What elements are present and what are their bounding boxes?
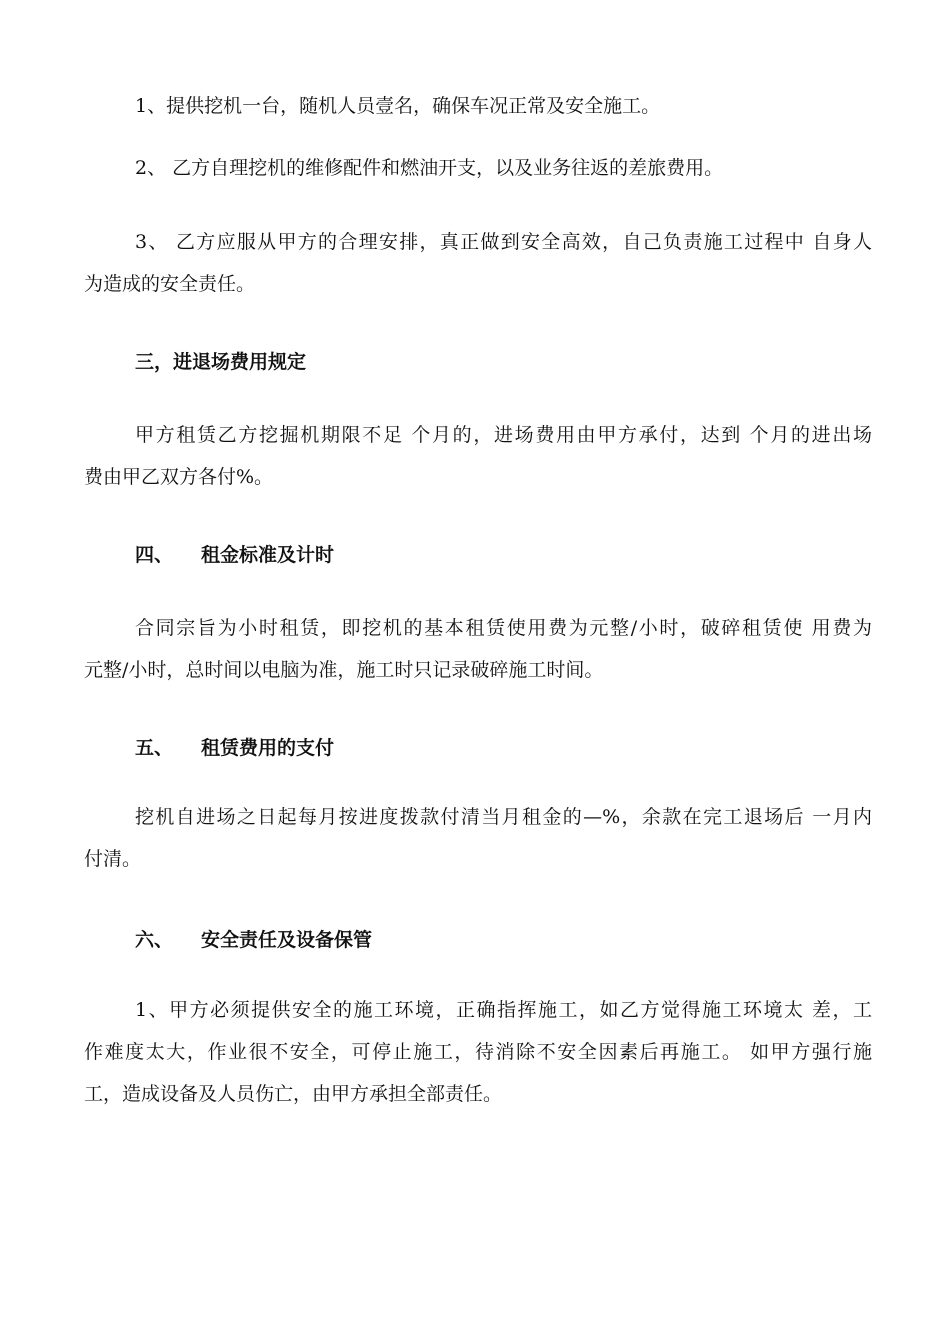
- section-6-number: 六、: [135, 929, 174, 951]
- section-4-paragraph: [84, 607, 872, 691]
- section-5-number: 五、: [135, 737, 174, 759]
- section-5-title: 租赁费用的支付: [201, 737, 335, 759]
- clause-3: [84, 221, 872, 305]
- section-4-line-1: 合同宗旨为小时租赁，即挖机的基本租赁使用费为元整/小时，破碎租赁使 用费为: [135, 617, 872, 639]
- section-5-heading: [135, 727, 334, 769]
- section-6-heading: [135, 919, 372, 961]
- section-3-line-2: 费由甲乙双方各付%。: [84, 466, 274, 488]
- clause-1: [84, 85, 872, 127]
- section-6-line-3: 工，造成设备及人员伤亡，由甲方承担全部责任。: [84, 1083, 503, 1105]
- section-5-paragraph: [84, 796, 872, 880]
- section-4-title: 租金标准及计时: [201, 544, 335, 566]
- clause-3-line-2: 为造成的安全责任。: [84, 273, 256, 295]
- section-3-line-1: 甲方租赁乙方挖掘机期限不足 个月的，进场费用由甲方承付，达到 个月的进出场: [135, 424, 872, 446]
- section-4-line-2: 元整/小时，总时间以电脑为准，施工时只记录破碎施工时间。: [84, 659, 604, 681]
- section-3-heading: [135, 341, 306, 383]
- section-3-heading-text: 三，进退场费用规定: [135, 351, 307, 373]
- clause-1-line-1: 1、提供挖机一台，随机人员壹名，确保车况正常及安全施工。: [135, 95, 661, 117]
- section-5-line-2: 付清。: [84, 848, 142, 870]
- section-4-heading: [135, 534, 334, 576]
- section-6-line-2: 作难度太大，作业很不安全，可停止施工，待消除不安全因素后再施工。 如甲方强行施: [84, 1041, 872, 1063]
- clause-2: [84, 147, 872, 189]
- clause-2-line-1: 2、 乙方自理挖机的维修配件和燃油开支，以及业务往返的差旅费用。: [135, 157, 724, 179]
- section-5-line-1: 挖机自进场之日起每月按进度拨款付清当月租金的—%，余款在完工退场后 一月内: [135, 806, 872, 828]
- section-4-number: 四、: [135, 544, 174, 566]
- section-3-paragraph: [84, 414, 872, 498]
- section-6-paragraph: [84, 989, 872, 1115]
- section-6-line-1: 1、甲方必须提供安全的施工环境，正确指挥施工，如乙方觉得施工环境太 差，工: [135, 999, 872, 1021]
- section-6-title: 安全责任及设备保管: [201, 929, 373, 951]
- clause-3-line-1: 3、 乙方应服从甲方的合理安排，真正做到安全高效，自己负责施工过程中 自身人: [135, 231, 872, 253]
